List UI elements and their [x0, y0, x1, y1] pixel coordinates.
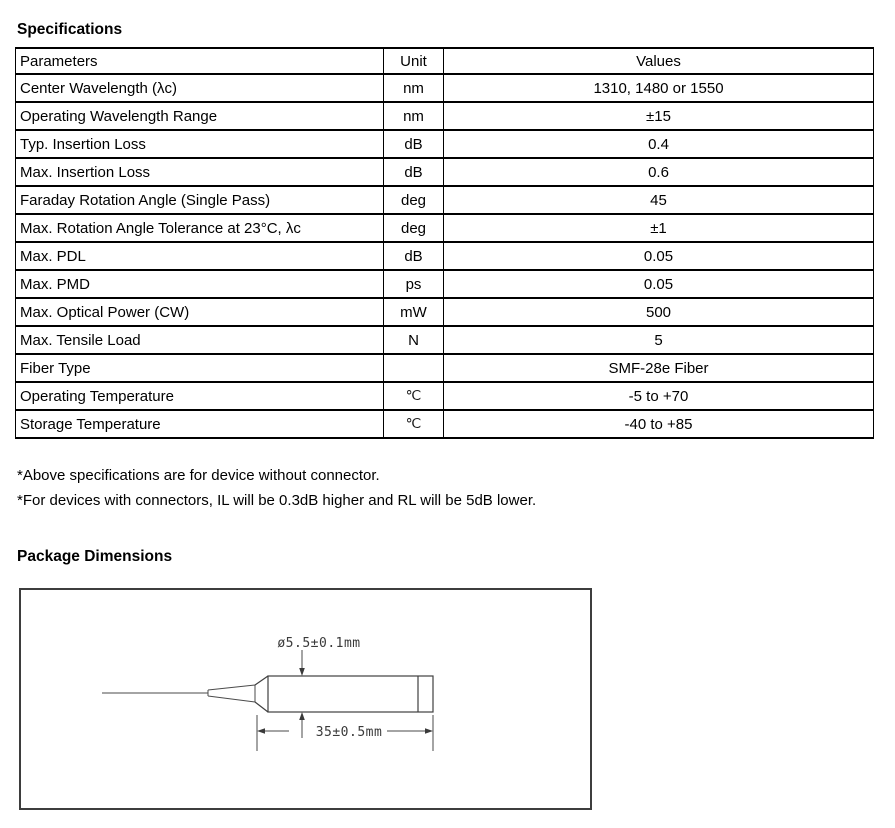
package-dimensions-drawing [19, 588, 592, 810]
unit-cell: dB [384, 158, 444, 186]
table-header-row [16, 48, 874, 74]
drawing-frame [20, 589, 591, 809]
value-cell: ±1 [444, 214, 874, 242]
column-header-unit: Unit [384, 48, 444, 74]
param-cell: Center Wavelength (λc) [16, 74, 384, 102]
param-cell: Max. Optical Power (CW) [16, 298, 384, 326]
length-dimension-label: 35±0.5mm [315, 725, 383, 740]
param-cell: Max. PDL [16, 242, 384, 270]
value-cell: 45 [444, 186, 874, 214]
unit-cell [384, 354, 444, 382]
unit-cell: ℃ [384, 410, 444, 438]
specifications-heading: Specifications [17, 21, 123, 38]
footnote-with-connector: *For devices with connectors, IL will be 0.3dB higher and RL will be 5dB lower. [17, 492, 537, 509]
table-row [16, 102, 874, 130]
value-cell: ±15 [444, 102, 874, 130]
fiber-boot-taper [208, 685, 255, 702]
param-cell: Max. Insertion Loss [16, 158, 384, 186]
unit-cell: mW [384, 298, 444, 326]
package-dimensions-heading: Package Dimensions [17, 548, 173, 565]
table-row [16, 214, 874, 242]
value-cell: 0.05 [444, 242, 874, 270]
value-cell: -40 to +85 [444, 410, 874, 438]
param-cell: Operating Temperature [16, 382, 384, 410]
table-row [16, 326, 874, 354]
body-chamfer [255, 676, 268, 712]
arrow-down-icon [299, 668, 305, 676]
unit-cell: nm [384, 102, 444, 130]
value-cell: 0.05 [444, 270, 874, 298]
param-cell: Max. Rotation Angle Tolerance at 23°C, λc [16, 214, 384, 242]
table-row [16, 242, 874, 270]
specifications-table [15, 47, 874, 439]
column-header-values: Values [444, 48, 874, 74]
arrow-up-icon [299, 712, 305, 720]
component-body [268, 676, 433, 712]
value-cell: 0.6 [444, 158, 874, 186]
table-row [16, 382, 874, 410]
value-cell: 500 [444, 298, 874, 326]
value-cell: -5 to +70 [444, 382, 874, 410]
column-header-parameters: Parameters [16, 48, 384, 74]
value-cell: 5 [444, 326, 874, 354]
value-cell: 0.4 [444, 130, 874, 158]
unit-cell: deg [384, 214, 444, 242]
unit-cell: deg [384, 186, 444, 214]
table-row [16, 130, 874, 158]
param-cell: Faraday Rotation Angle (Single Pass) [16, 186, 384, 214]
table-row [16, 74, 874, 102]
unit-cell: N [384, 326, 444, 354]
value-cell: 1310, 1480 or 1550 [444, 74, 874, 102]
arrow-right-icon [425, 728, 433, 734]
table-row [16, 186, 874, 214]
param-cell: Operating Wavelength Range [16, 102, 384, 130]
unit-cell: ps [384, 270, 444, 298]
value-cell: SMF-28e Fiber [444, 354, 874, 382]
table-row [16, 410, 874, 438]
unit-cell: ℃ [384, 382, 444, 410]
param-cell: Storage Temperature [16, 410, 384, 438]
param-cell: Max. Tensile Load [16, 326, 384, 354]
footnote-no-connector: *Above specifications are for device without connector. [17, 467, 380, 484]
table-row [16, 298, 874, 326]
diameter-dimension-label: ø5.5±0.1mm [277, 636, 361, 651]
arrow-left-icon [257, 728, 265, 734]
unit-cell: nm [384, 74, 444, 102]
table-row [16, 158, 874, 186]
unit-cell: dB [384, 242, 444, 270]
table-row [16, 354, 874, 382]
param-cell: Typ. Insertion Loss [16, 130, 384, 158]
param-cell: Fiber Type [16, 354, 384, 382]
table-row [16, 270, 874, 298]
param-cell: Max. PMD [16, 270, 384, 298]
unit-cell: dB [384, 130, 444, 158]
